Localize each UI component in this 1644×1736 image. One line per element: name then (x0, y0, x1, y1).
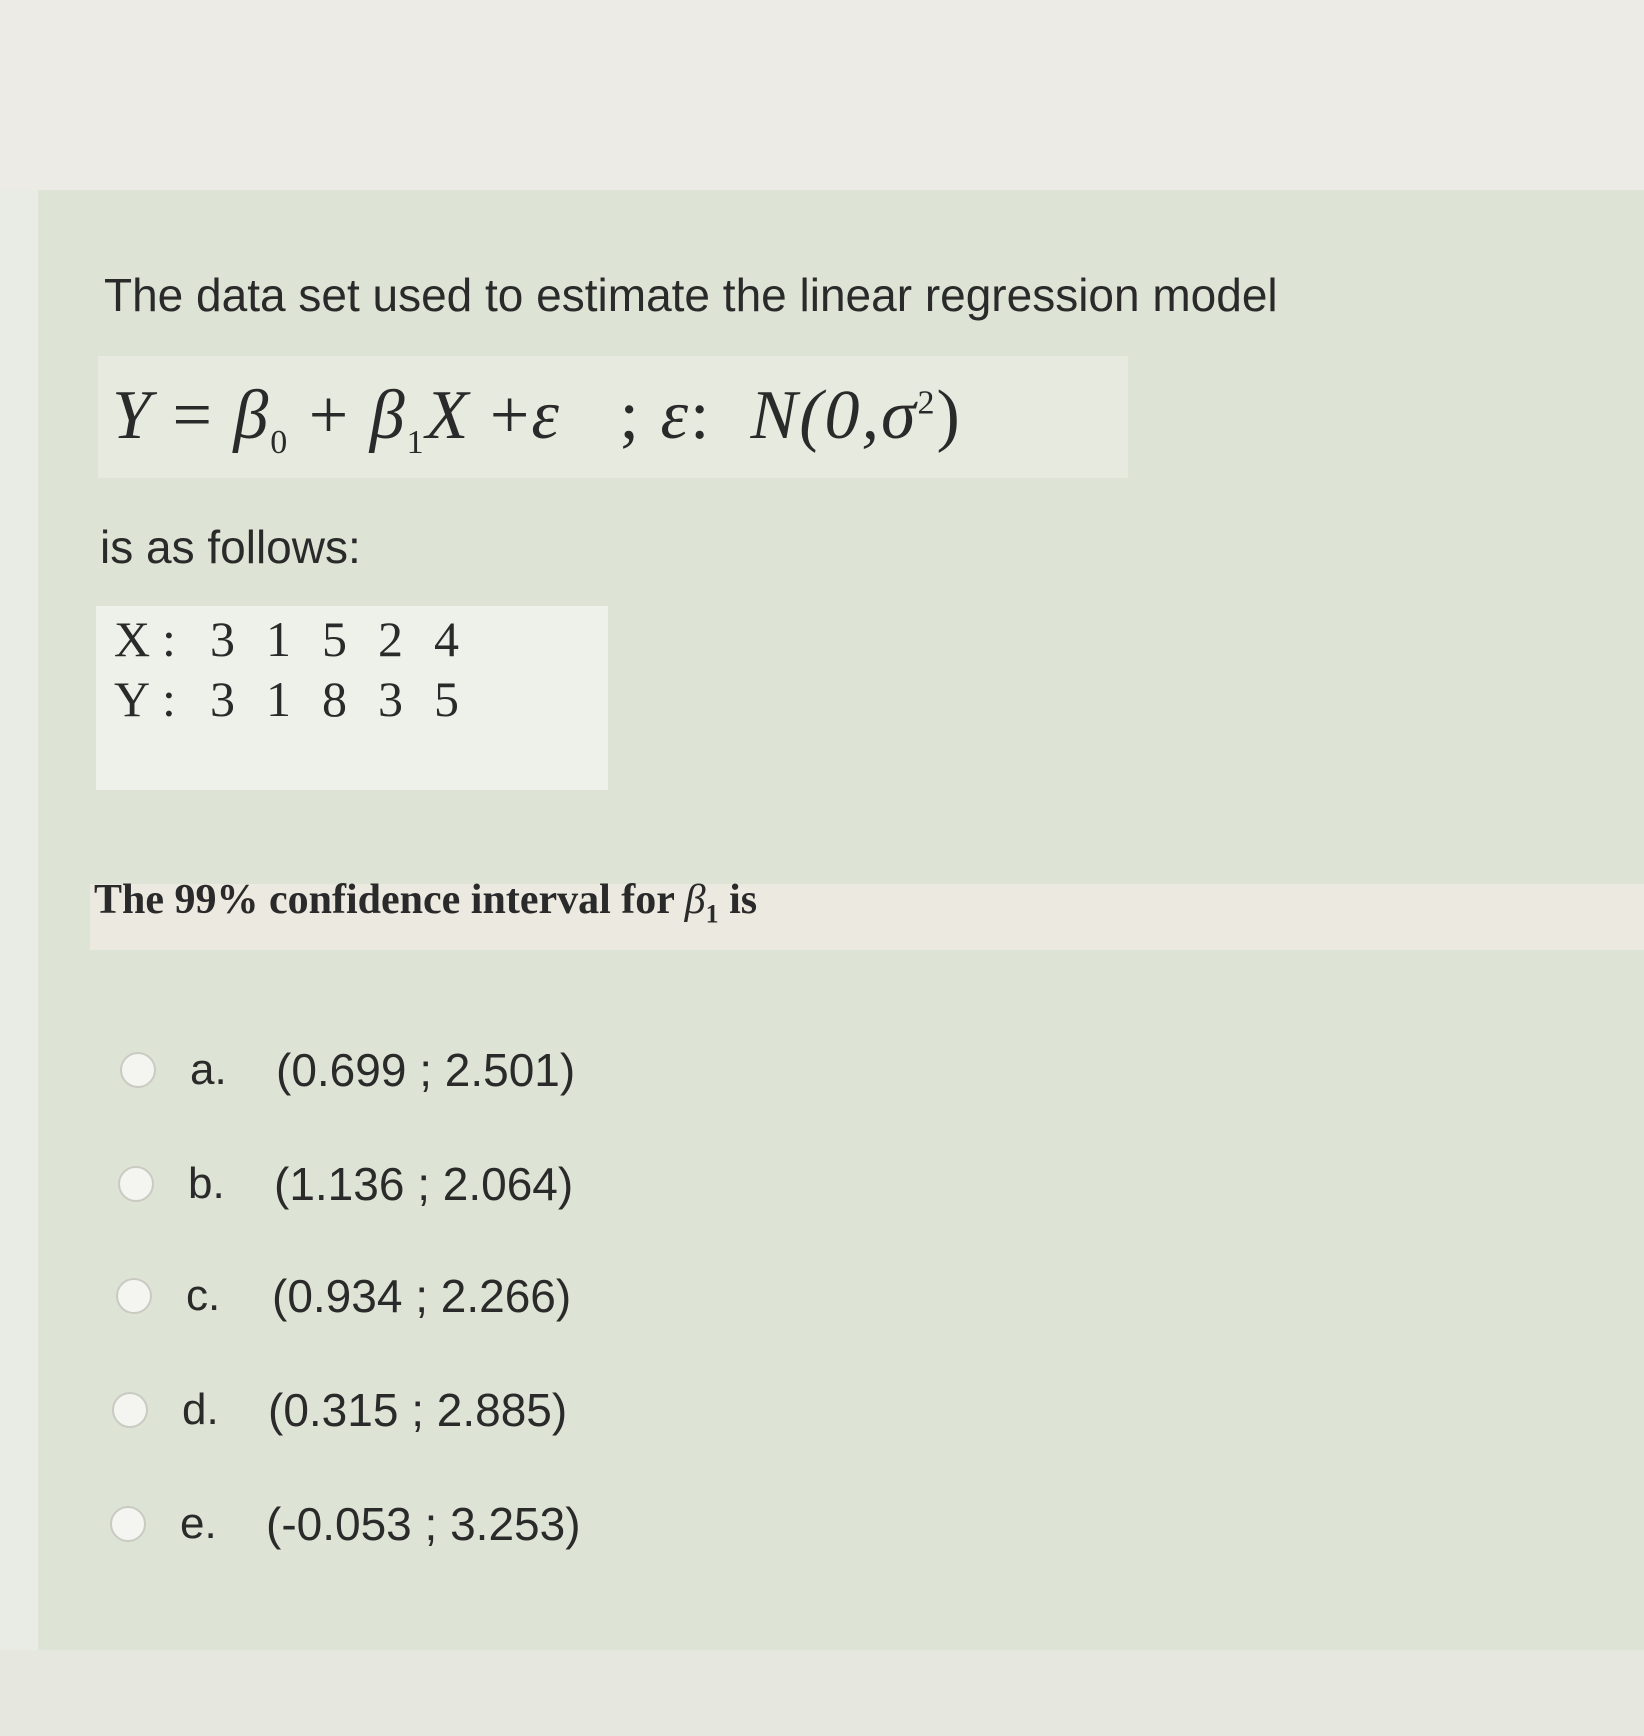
page-header-area (0, 0, 1644, 190)
regression-equation: $Y = \beta_0 + \beta_1X +\varepsilon$ ; ε: $N(0,\sigma^2)$ (112, 377, 962, 461)
option-letter: a. (190, 1045, 227, 1094)
question-prompt: The 99% confidence interval for $\beta_1$ is (94, 877, 758, 929)
radio-button-icon[interactable] (120, 1052, 156, 1088)
answer-option-d[interactable] (112, 1380, 567, 1440)
answer-option-a[interactable] (120, 1040, 575, 1100)
question-follows-text: is as follows: (100, 521, 361, 573)
radio-button-icon[interactable] (112, 1392, 148, 1428)
option-letter: d. (182, 1385, 219, 1434)
answer-option-c[interactable] (116, 1266, 571, 1326)
data-row-y: Y : 3 1 8 3 5 (114, 671, 459, 727)
radio-button-icon[interactable] (118, 1166, 154, 1202)
radio-button-icon[interactable] (110, 1506, 146, 1542)
question-intro: The data set used to estimate the linear regression model (104, 269, 1278, 321)
radio-button-icon[interactable] (116, 1278, 152, 1314)
option-letter: e. (180, 1499, 217, 1548)
option-value: (0.315 ; 2.885) (268, 1384, 568, 1436)
page-footer-area (0, 1650, 1644, 1736)
option-value: (0.699 ; 2.501) (276, 1044, 576, 1096)
option-letter: b. (188, 1159, 225, 1208)
data-row-x: X : 3 1 5 2 4 (114, 611, 459, 667)
option-value: (0.934 ; 2.266) (272, 1270, 572, 1322)
answer-option-b[interactable] (118, 1154, 573, 1214)
option-value: (-0.053 ; 3.253) (266, 1498, 581, 1550)
answer-option-e[interactable] (110, 1494, 581, 1554)
option-value: (1.136 ; 2.064) (274, 1158, 574, 1210)
option-letter: c. (186, 1271, 221, 1320)
